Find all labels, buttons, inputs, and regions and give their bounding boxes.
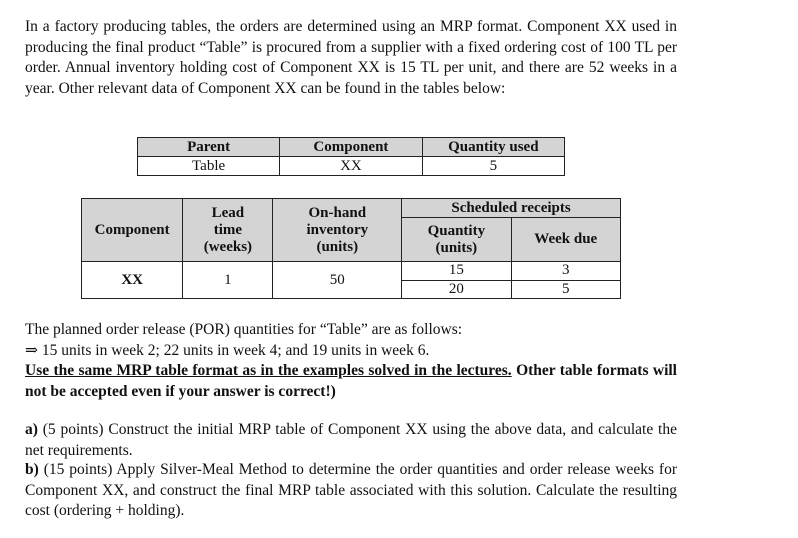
inv-data-row-1 [82, 262, 621, 281]
lead-line-3: (weeks) [203, 238, 253, 255]
bom-data-row [138, 157, 565, 176]
inv-cell-on-hand: 50 [273, 262, 402, 299]
inv-header-week-due: Week due [511, 218, 620, 262]
por-intro-text: The planned order release (POR) quantities for “Table” are as follows: [25, 321, 463, 338]
inv-header-lead-time [183, 199, 273, 262]
bom-header-parent: Parent [138, 138, 280, 157]
bom-cell-parent: Table [138, 157, 280, 176]
instruction-paragraph [25, 361, 677, 402]
inv-header-component: Component [82, 199, 183, 262]
part-a-text: (5 points) Construct the initial MRP table of Component XX using the above data, and calculate the net requirements. [25, 421, 677, 459]
instruction-underlined: Use the same MRP table format as in the examples solved in the lectures. [25, 362, 512, 379]
bom-header-quantity: Quantity used [422, 138, 564, 157]
part-a-paragraph [25, 420, 677, 461]
inv-header-row-1 [82, 199, 621, 218]
inv-cell-receipt-qty-1: 15 [402, 262, 511, 281]
part-b-paragraph [25, 460, 677, 522]
qty-line-1: Quantity [427, 222, 486, 239]
bom-header-row [138, 138, 565, 157]
lead-line-2: time [213, 221, 243, 238]
intro-paragraph: In a factory producing tables, the orders are determined using an MRP format. Component XX used in producing the final product “Table” is procured from a supplier with a fixed ordering cost of 100 TL per order. Annual inventory holding cost of Component XX is 15 TL per unit, and there are 52 weeks in a year. Other relevant data of Component XX can be found in the tables below: [25, 18, 677, 97]
bom-cell-quantity: 5 [422, 157, 564, 176]
onhand-line-1: On-hand [308, 204, 367, 221]
inv-cell-lead-time: 1 [183, 262, 273, 299]
qty-line-2: (units) [435, 239, 478, 256]
lead-line-1: Lead [211, 204, 245, 221]
inventory-table [81, 198, 621, 299]
inv-cell-receipt-qty-2: 20 [402, 280, 511, 299]
part-b-text: (15 points) Apply Silver-Meal Method to determine the order quantities and order release weeks for Component XX, and construct the final MRP table associated with this solution. Calculate the resulting cost (ordering + holding). [25, 461, 677, 520]
inv-cell-receipt-week-2: 5 [511, 280, 620, 299]
por-quantities-text: ⇒ 15 units in week 2; 22 units in week 4; and 19 units in week 6. [25, 342, 430, 359]
bom-table [137, 137, 565, 176]
part-b-label: b) [25, 461, 39, 478]
inv-header-scheduled: Scheduled receipts [402, 199, 621, 218]
inv-cell-component: XX [82, 262, 183, 299]
instruction-rest: Other table formats will not be accepted even if your answer is correct!) [25, 362, 677, 400]
inv-header-on-hand [273, 199, 402, 262]
bom-cell-component: XX [280, 157, 422, 176]
onhand-line-2: inventory [306, 221, 369, 238]
bom-header-component: Component [280, 138, 422, 157]
inv-header-quantity [402, 218, 511, 262]
onhand-line-3: (units) [316, 238, 359, 255]
part-a-label: a) [25, 421, 38, 438]
inv-cell-receipt-week-1: 3 [511, 262, 620, 281]
